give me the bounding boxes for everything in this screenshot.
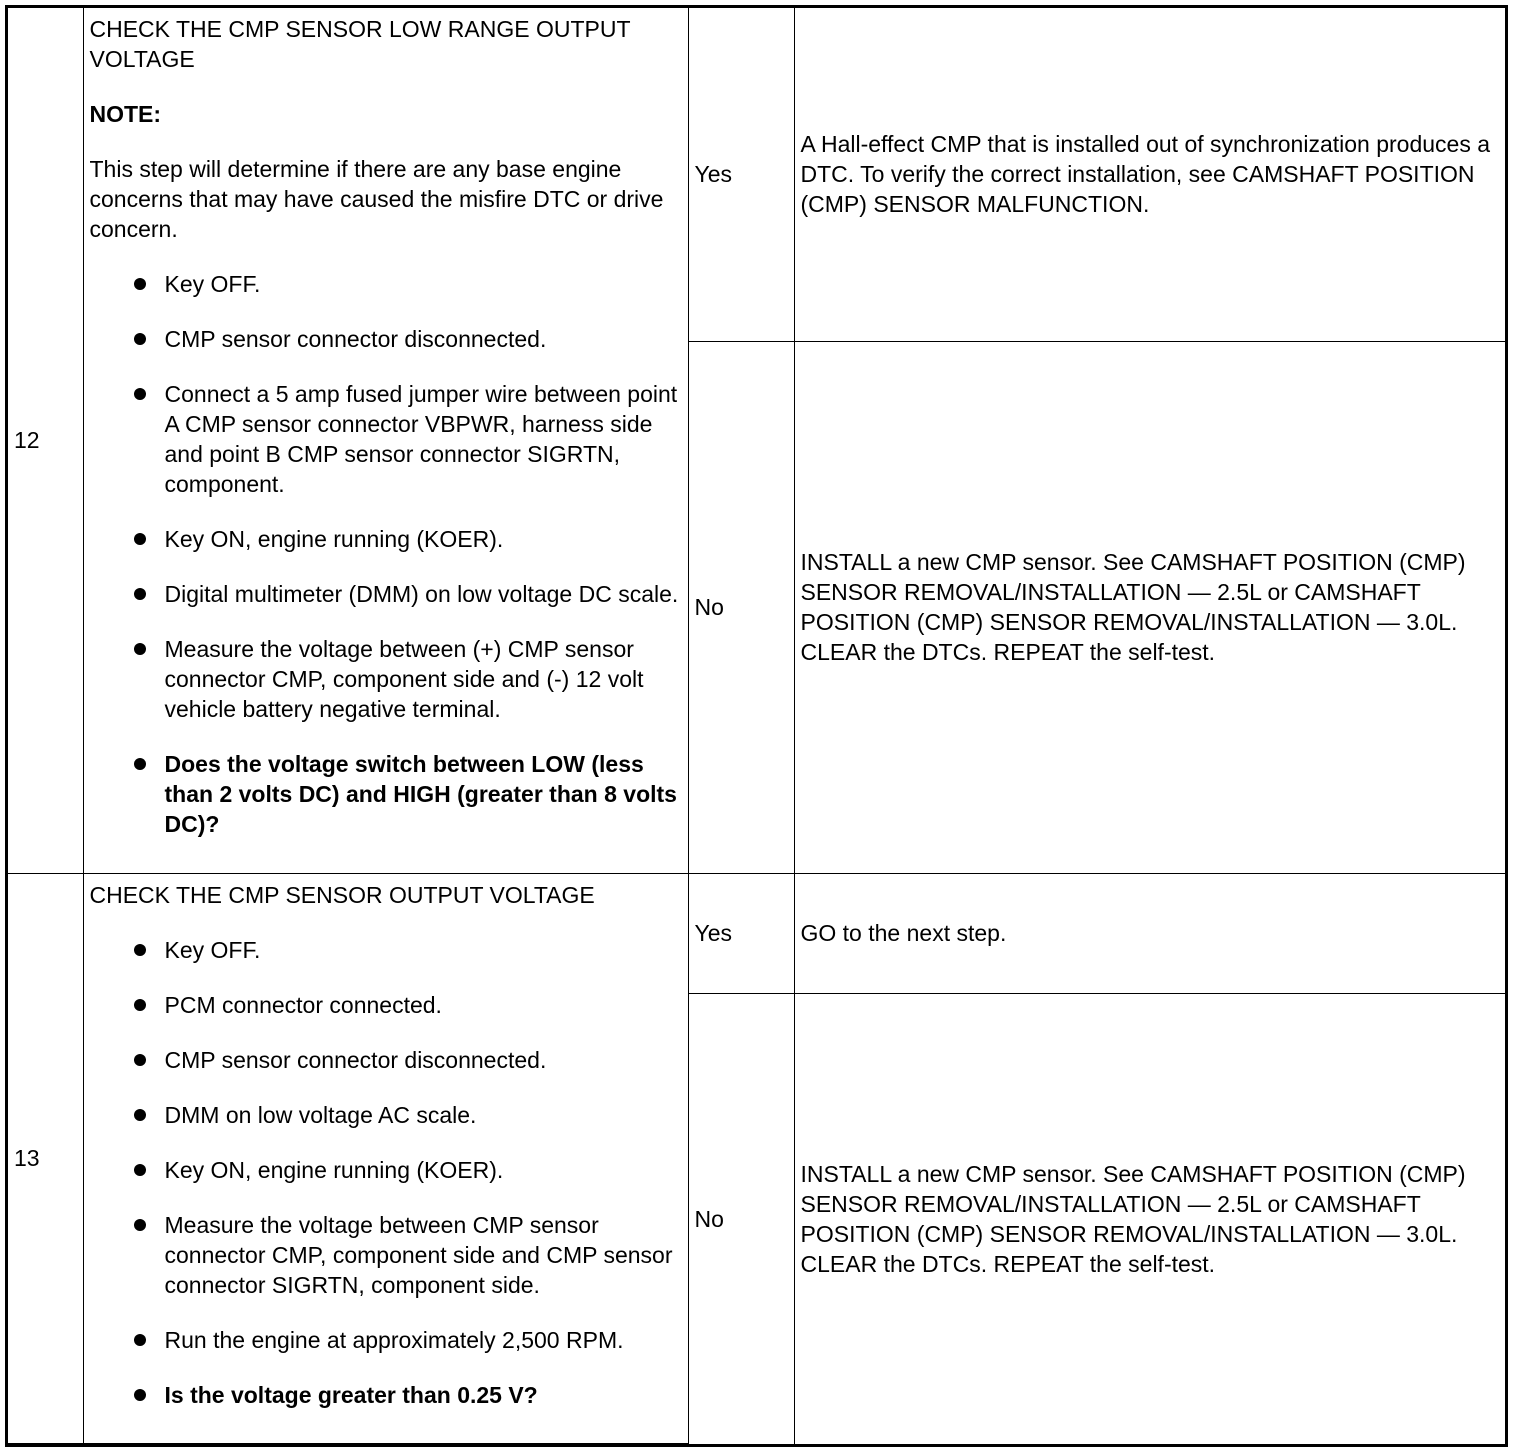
action-no-text: INSTALL a new CMP sensor. See CAMSHAFT POSITION (CMP) SENSOR REMOVAL/INSTALLATION — 2.5L or CAMSHAFT POSITION (CMP) SENSOR REMOVAL/INSTALLATION — 3.0L. CLEAR the DTCs. REPEAT the self-test. xyxy=(800,1160,1466,1277)
list-item: CMP sensor connector disconnected. xyxy=(90,324,682,354)
action-no xyxy=(794,993,1505,1444)
instruction-list xyxy=(90,935,682,1410)
list-item: Run the engine at approximately 2,500 RPM. xyxy=(90,1325,682,1355)
list-item: Key OFF. xyxy=(90,935,682,965)
question-item: Is the voltage greater than 0.25 V? xyxy=(90,1380,682,1410)
list-item: Connect a 5 amp fused jumper wire between point A CMP sensor connector VBPWR, harness side and point B CMP sensor connector SIGRTN, component. xyxy=(90,379,682,499)
answer-yes: Yes xyxy=(688,873,794,993)
step-12-yes-row xyxy=(8,8,1505,341)
action-no xyxy=(794,341,1505,873)
list-item: Measure the voltage between CMP sensor connector CMP, component side and CMP sensor connector SIGRTN, component side. xyxy=(90,1210,682,1300)
step-description xyxy=(83,873,688,1444)
list-item: Measure the voltage between (+) CMP sensor connector CMP, component side and (-) 12 volt vehicle battery negative terminal. xyxy=(90,634,682,724)
step-13-yes-row xyxy=(8,873,1505,993)
step-number: 13 xyxy=(8,873,83,1444)
list-item: CMP sensor connector disconnected. xyxy=(90,1045,682,1075)
step-number: 12 xyxy=(8,8,83,873)
list-item: PCM connector connected. xyxy=(90,990,682,1020)
list-item: Key ON, engine running (KOER). xyxy=(90,524,682,554)
note-text: This step will determine if there are any base engine concerns that may have caused the misfire DTC or drive concern. xyxy=(89,156,664,242)
step-title: CHECK THE CMP SENSOR LOW RANGE OUTPUT VOLTAGE xyxy=(89,16,631,72)
step-title: CHECK THE CMP SENSOR OUTPUT VOLTAGE xyxy=(89,881,595,908)
action-yes: GO to the next step. xyxy=(794,873,1505,993)
action-no-text: INSTALL a new CMP sensor. See CAMSHAFT POSITION (CMP) SENSOR REMOVAL/INSTALLATION — 2.5L or CAMSHAFT POSITION (CMP) SENSOR REMOVAL/INSTALLATION — 3.0L. CLEAR the DTCs. REPEAT the self-test. xyxy=(800,549,1466,665)
pinpoint-test-table xyxy=(8,8,1505,1444)
diagnostic-table xyxy=(5,5,1508,1447)
list-item: Digital multimeter (DMM) on low voltage DC scale. xyxy=(90,579,682,609)
note-label: NOTE: xyxy=(89,101,162,127)
step-description xyxy=(83,8,688,873)
list-item: DMM on low voltage AC scale. xyxy=(90,1100,682,1130)
instruction-list xyxy=(90,269,682,839)
list-item: Key ON, engine running (KOER). xyxy=(90,1155,682,1185)
answer-no: No xyxy=(688,993,794,1444)
answer-no: No xyxy=(688,341,794,873)
action-yes: A Hall-effect CMP that is installed out of synchronization produces a DTC. To verify the correct installation, see CAMSHAFT POSITION (CMP) SENSOR MALFUNCTION. xyxy=(794,8,1505,341)
question-item: Does the voltage switch between LOW (less than 2 volts DC) and HIGH (greater than 8 volts DC)? xyxy=(90,749,682,839)
list-item: Key OFF. xyxy=(90,269,682,299)
answer-yes: Yes xyxy=(688,8,794,341)
